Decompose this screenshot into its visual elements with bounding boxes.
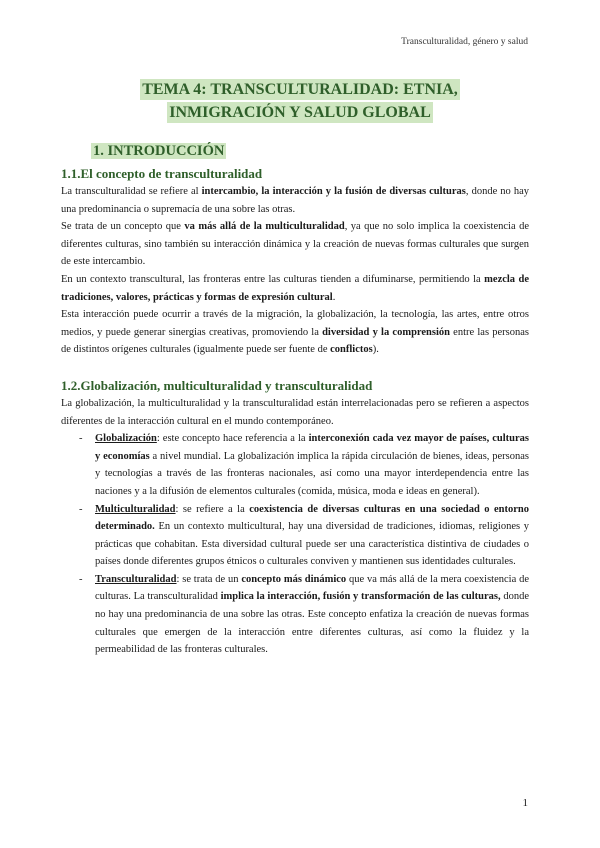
text-run: , donde no hay una predominancia o supremacía de una sobre las otras. [61,186,530,215]
section-heading-introduccion [91,142,226,161]
text-run: entre las personas de distintos orígenes culturales (igualmente puede ser fuente de [61,326,529,356]
document-body [61,142,530,659]
subsection-heading-1-2: 1.2.Globalización, multiculturalidad y transculturalidad [61,377,373,393]
running-header: Transculturalidad, género y salud [401,37,528,47]
bold-text: concepto más dinámico [241,573,347,585]
title-line-1: TEMA 4: TRANSCULTURALIDAD: ETNIA, [142,81,458,98]
bold-text: interconexión cada vez mayor de países, culturas y economías [95,433,529,462]
text-run: . [332,291,336,303]
bold-text: diversidad y la comprensión [322,326,450,338]
paragraph [61,306,529,359]
bold-text: implica la interacción, fusión y transformación de las culturas, [220,591,501,603]
text-run: La transculturalidad se refiere al [61,186,202,197]
bold-text: intercambio, la interacción y la fusión de diversas culturas [201,186,466,197]
bold-text: mezcla de tradiciones, valores, prácticas y formas de expresión cultural [61,273,529,303]
term-label: Globalización [95,433,157,445]
text-run: ). [372,344,379,356]
text-run: Se trata de un concepto que [61,221,185,233]
section-heading-text: 1. INTRODUCCIÓN [93,143,225,159]
bold-text: conflictos [330,344,373,356]
bold-text: coexistencia de diversas culturas en una sociedad o entorno determinado. [95,503,530,533]
list-item [79,430,529,500]
bold-text: va más allá de la multiculturalidad [184,221,345,233]
page-number: 1 [522,797,528,809]
definition-list [79,430,529,659]
text-run: donde no hay una predominancia de una sobre las otras. Este concepto enfatiza la creación de nuevas formas culturales que emergen de la interacción entre diferentes culturas, así como la fluidez y la permeabilidad de las fronteras culturales. [95,591,530,656]
text-run: Esta interacción puede ocurrir a través de la migración, la globalización, la tecnología, las artes, entre otros medios, y puede generar sinergias creativas, promoviendo la [61,309,529,338]
text-run: En un contexto transcultural, las fronteras entre las culturas tienden a difuminarse, permitiendo la [61,273,485,285]
text-run: : este concepto hace referencia a la [156,433,309,445]
term-label: Multiculturalidad [95,503,176,515]
text-run: a nivel mundial. La globalización implica la rápida circulación de bienes, ideas, personas y tecnologías a través de las fronteras nacionales, así como una mayor interdependencia entre las naciones y a la difusión de elementos culturales (comida, música, moda e ideas en general). [95,450,529,497]
document-title [0,78,600,124]
text-run: : se trata de un [176,573,242,585]
list-item [79,571,529,659]
text-run: En un contexto multicultural, hay una diversidad de tradiciones, idiomas, religiones y prácticas que cohabitan. Esta diversidad cultural puede ser una característica distintiva de ciudades o países donde diferentes grupos étnicos o culturales conviven y mantienen sus identidades culturales. [95,521,529,568]
list-item [79,501,529,571]
text-run: : se refiere a la [175,503,250,515]
paragraph [61,218,529,271]
text-run: , ya que no solo implica la coexistencia de diferentes culturas, sino también su interacción dinámica y la creación de nuevas formas culturales que surgen de este intercambio. [61,221,529,268]
term-label: Transculturalidad [95,573,177,585]
paragraph [61,271,529,306]
paragraph [61,183,529,218]
title-line-2: INMIGRACIÓN Y SALUD GLOBAL [169,104,431,121]
paragraph: La globalización, la multiculturalidad y la transculturalidad están interrelacionadas pero se refieren a aspectos diferentes de la interacción cultural en el mundo contemporáneo. [61,397,529,427]
subsection-heading-1-1: 1.1.El concepto de transculturalidad [61,166,263,181]
text-run: que va más allá de la mera coexistencia de culturas. La transculturalidad [95,573,529,603]
